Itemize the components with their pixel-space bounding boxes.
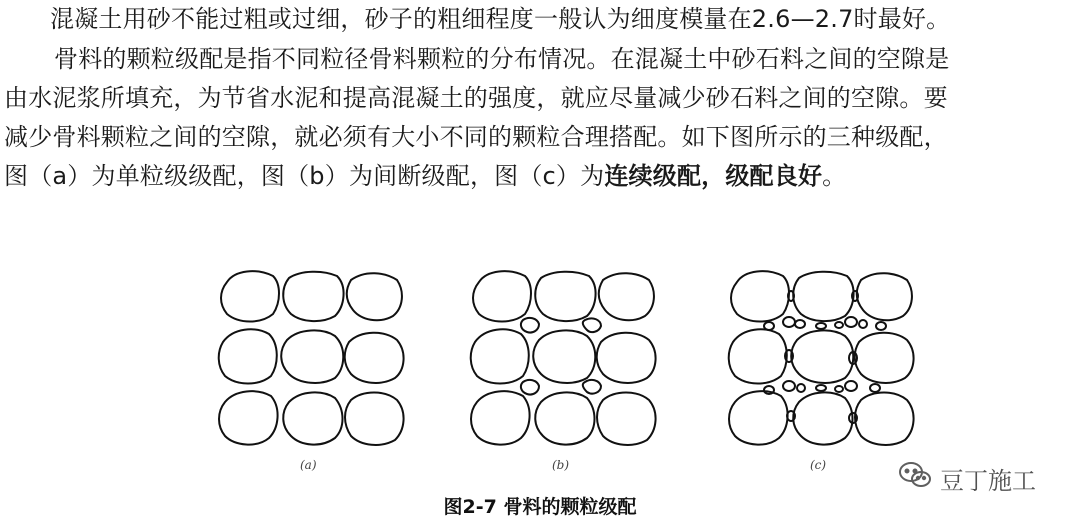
- paragraph-1: [4, 0, 1080, 39]
- wechat-icon: [898, 460, 932, 496]
- figure-c-label: (c): [810, 458, 827, 472]
- figure-b-label: (b): [552, 458, 570, 472]
- figure-caption: 图2-7 骨料的颗粒级配: [443, 496, 637, 518]
- line-4-end: 。: [822, 162, 847, 190]
- watermark-text: 豆丁施工: [940, 466, 1036, 495]
- figure-a-label: (a): [300, 458, 317, 472]
- figure-a-single-size: [215, 262, 415, 462]
- figure-b-gap-graded: [467, 262, 667, 462]
- figure-c-continuous-graded: [725, 262, 925, 462]
- paragraph-2: [4, 40, 1080, 196]
- line-4-bold: 连续级配，级配良好: [604, 162, 823, 190]
- paragraph-2-line-3: 减少骨料颗粒之间的空隙，就必须有大小不同的颗粒合理搭配。如下图所示的三种级配，: [4, 123, 948, 151]
- paragraph-1-text: 混凝土用砂不能过粗或过细，砂子的粗细程度一般认为细度模量在2.6—2.7时最好。: [50, 5, 951, 33]
- paragraph-2-line-4: [4, 157, 1080, 196]
- paragraph-2-line-1: 骨料的颗粒级配是指不同粒径骨料颗粒的分布情况。在混凝土中砂石料之间的空隙是: [54, 45, 950, 73]
- grading-figures: [205, 262, 865, 462]
- line-4-plain: 图（a）为单粒级级配，图（b）为间断级配，图（c）为: [4, 162, 605, 190]
- watermark: [898, 460, 1036, 496]
- paragraph-2-line-2: 由水泥浆所填充，为节省水泥和提高混凝土的强度，就应尽量减少砂石料之间的空隙。要: [4, 84, 948, 112]
